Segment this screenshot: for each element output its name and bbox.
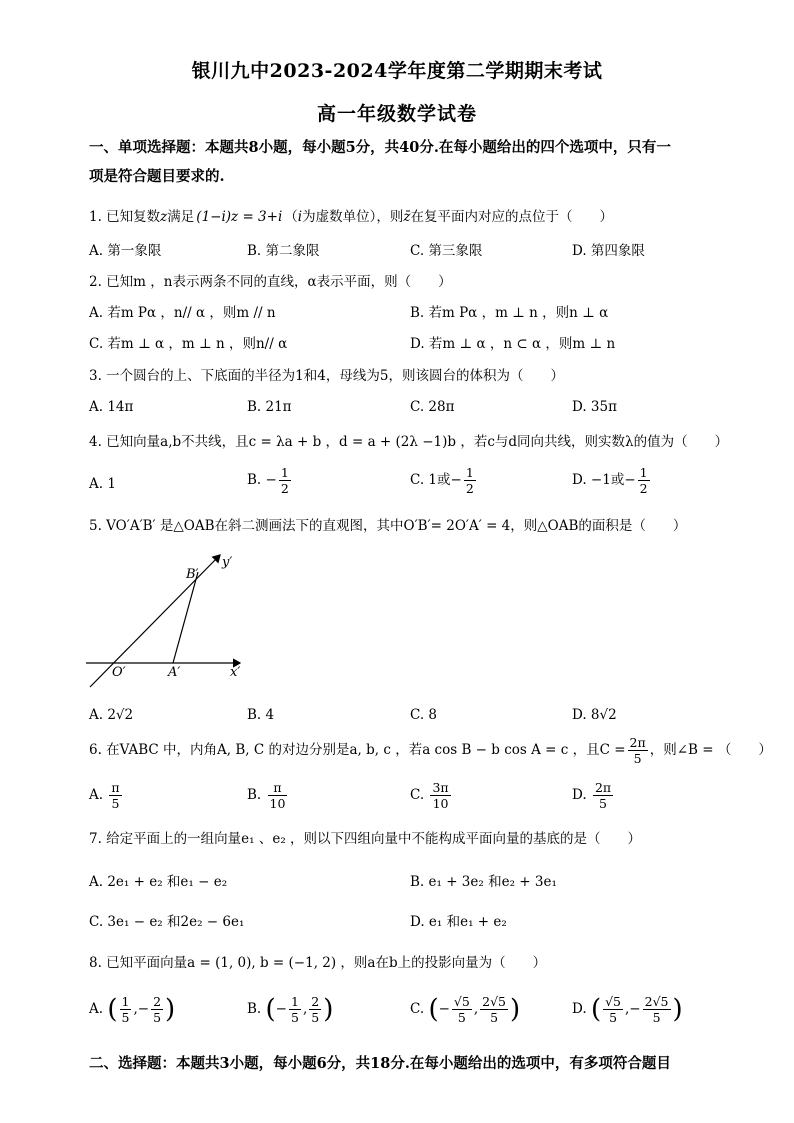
label-a-prime: A′ (168, 665, 181, 680)
q4-option-a: A. 1 (89, 476, 116, 492)
q2-option-c: C. 若m ⊥ α ，m ⊥ n ，则n// α (89, 336, 288, 352)
q5-option-a: A. 2√2 (89, 707, 134, 723)
label-x-prime: x′ (230, 665, 241, 680)
q7-option-b: B. e₁ + 3e₂ 和e₂ + 3e₁ (410, 874, 557, 890)
question-3: 3. 一个圆台的上、下底面的半径为1和4，母线为5，则该圆台的体积为（ ） (89, 368, 564, 384)
question-5: 5. VO′A′B′ 是△OAB在斜二测画法下的直观图，其中O′B′= 2O′A′ = 4，则△OAB的面积是（ ） (89, 518, 687, 534)
equation: (1−i)z = 3+i (196, 209, 283, 225)
section-1-line-1: 一、单项选择题：本题共8小题，每小题5分，共40分.在每小题给出的四个选项中，只有一 (89, 139, 671, 156)
q6-option-c: C. $\frac{3\pi}{10}$ (410, 780, 449, 811)
section-1-heading (89, 133, 759, 191)
question-6: 6. 在VABC 中，内角A, B, C 的对边分别是a, b, c ，若a cos B − b cos A = c ，且C = $\frac{2\pi}{5}$ ，则∠B = （ ） (89, 735, 772, 766)
q3-option-a: A. 14π (89, 399, 134, 415)
fraction: $\frac{1}{2}$ (465, 465, 474, 496)
section-1-line-2: 项是符合题目要求的. (89, 168, 225, 185)
q4-option-b: B. − $\frac{1}{2}$ (247, 465, 289, 496)
q1-option-c: C. 第三象限 (410, 243, 483, 259)
q4-option-c: C. 1或− $\frac{1}{2}$ (410, 465, 474, 496)
q1-option-a: A. 第一象限 (89, 243, 162, 259)
q7-option-a: A. 2e₁ + e₂ 和e₁ − e₂ (89, 874, 228, 890)
section-2-line-1: 二、选择题：本题共3小题，每小题6分，共18分.在每小题给出的选项中，有多项符合题目 (89, 1055, 671, 1072)
q8-option-c: C. (− $\frac{√5}{5}$ , $\frac{2√5}{5}$ ) (410, 994, 521, 1025)
q8-option-d: D. ( $\frac{√5}{5}$ ,− $\frac{2√5}{5}$ ) (572, 994, 683, 1025)
exam-title: 银川九中2023-2024学年度第二学期期末考试 (191, 60, 603, 82)
q8-option-a: A. ( $\frac{1}{5}$ ,− $\frac{2}{5}$ ) (89, 994, 176, 1025)
question-2: 2. 已知m ，n表示两条不同的直线，α表示平面，则（ ） (89, 274, 452, 290)
q7-option-c: C. 3e₁ − e₂ 和2e₂ − 6e₁ (89, 914, 245, 930)
q1-option-d: D. 第四象限 (572, 243, 645, 259)
q6-option-d: D. $\frac{2\pi}{5}$ (572, 780, 612, 811)
question-4: 4. 已知向量a,b不共线，且c = λa + b ，d = a + (2λ −1)b ，若c与d同向共线，则实数λ的值为（ ） (89, 434, 729, 450)
q2-option-d: D. 若m ⊥ α ，n ⊂ α ，则m ⊥ n (410, 336, 616, 352)
q7-option-d: D. e₁ 和e₁ + e₂ (410, 914, 507, 930)
label-y-prime: y′ (222, 555, 233, 570)
segment-a-b (173, 572, 198, 663)
fraction: $\frac{1}{2}$ (639, 465, 648, 496)
q8-option-b: B. (− $\frac{1}{5}$ , $\frac{2}{5}$ ) (247, 994, 334, 1025)
q3-option-d: D. 35π (572, 399, 617, 415)
q2-option-a: A. 若m Pα ，n// α ，则m // n (89, 305, 276, 321)
exam-subtitle: 高一年级数学试卷 (316, 103, 477, 125)
fraction: $\frac{1}{2}$ (280, 465, 289, 496)
label-b-prime: B′ (186, 567, 199, 582)
q5-option-d: D. 8√2 (572, 707, 617, 723)
oblique-projection-figure (80, 548, 260, 693)
fraction: $\frac{2\pi}{5}$ (629, 735, 646, 766)
question-1: 1. 已知复数z满足 (1−i)z = 3+i （i为虚数单位），则z̄在复平面内对应的点位于（ ） (89, 209, 613, 225)
q3-option-c: C. 28π (410, 399, 455, 415)
q4-option-d: D. −1或− $\frac{1}{2}$ (572, 465, 648, 496)
section-2-heading (89, 1049, 759, 1078)
q2-option-b: B. 若m Pα ，m ⊥ n ，则n ⊥ α (410, 305, 609, 321)
y-axis (90, 555, 220, 687)
q6-option-b: B. $\frac{\pi}{10}$ (247, 780, 286, 811)
question-7: 7. 给定平面上的一组向量e₁ 、e₂ ，则以下四组向量中不能构成平面向量的基底的是（ ） (89, 831, 642, 847)
label-o-prime: O′ (112, 665, 126, 680)
question-8: 8. 已知平面向量a = (1, 0), b = (−1, 2) ，则a在b上的投影向量为（ ） (89, 955, 547, 971)
q5-option-b: B. 4 (247, 707, 275, 723)
q5-option-c: C. 8 (410, 707, 438, 723)
q6-option-a: A. $\frac{\pi}{5}$ (89, 780, 120, 811)
q3-option-b: B. 21π (247, 399, 292, 415)
q1-option-b: B. 第二象限 (247, 243, 320, 259)
